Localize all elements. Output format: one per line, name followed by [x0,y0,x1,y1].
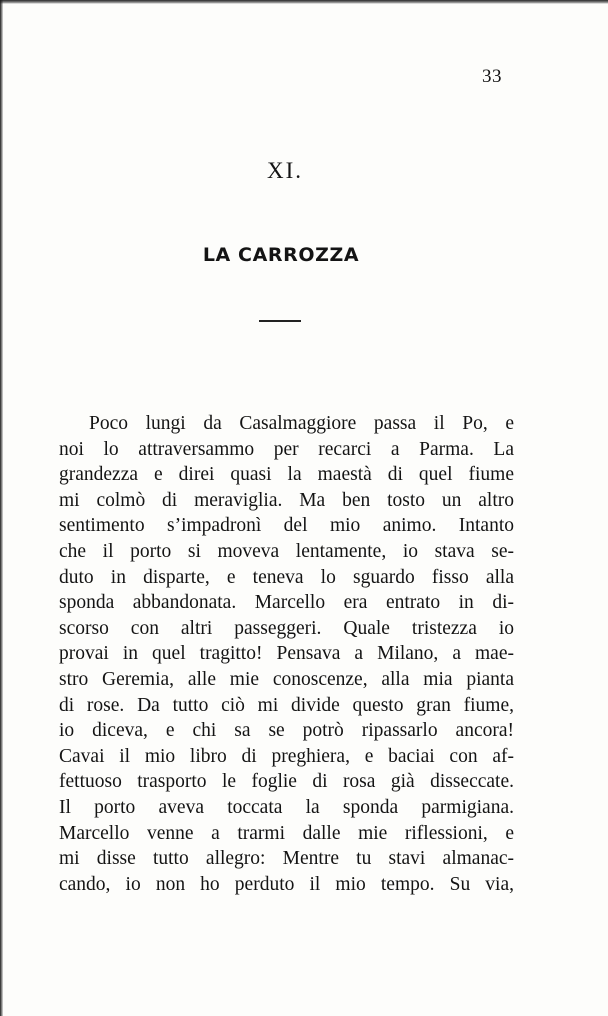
text-line: di rose. Da tutto ciò mi divide questo gran fiume, [59,694,514,716]
page-number: 33 [482,66,502,87]
text-line: sponda abbandonata. Marcello era entrato in di- [59,592,514,614]
chapter-number: XI. [266,158,304,183]
text-line: io diceva, e chi sa se potrò ripassarlo ancora! [59,720,514,742]
page-top-edge [0,0,608,4]
text-line: cando, io non ho perduto il mio tempo. Su via, [59,873,514,895]
text-line: stro Geremia, alle mie conoscenze, alla mia pianta [59,668,514,690]
title-divider [259,320,301,322]
text-line: mi disse tutto allegro: Mentre tu stavi almanac- [59,848,514,870]
text-line: duto in disparte, e teneva lo sguardo fisso alla [59,566,514,588]
chapter-title: LA CARROZZA [202,244,360,266]
text-line: scorso con altri passeggeri. Quale tristezza io [59,617,514,639]
text-line: grandezza e direi quasi la maestà di quel fiume [59,464,514,486]
body-paragraph [59,411,514,897]
text-line: fettuoso trasporto le foglie di rosa già disseccate. [59,771,514,793]
text-line: provai in quel tragitto! Pensava a Milano, a mae- [59,643,514,665]
text-line: che il porto si moveva lentamente, io stava se- [59,540,514,562]
text-line: Il porto aveva toccata la sponda parmigiana. [59,796,514,818]
text-line: Cavai il mio libro di preghiera, e baciai con af- [59,745,514,767]
text-line: noi lo attraversammo per recarci a Parma. La [59,438,514,460]
text-line: mi colmò di meraviglia. Ma ben tosto un altro [59,489,514,511]
text-line: Marcello venne a trarmi dalle mie riflessioni, e [59,822,514,844]
text-line: sentimento s’impadronì del mio animo. Intanto [59,515,514,537]
text-line: Poco lungi da Casalmaggiore passa il Po, e [89,413,514,434]
page-left-edge [0,0,3,1016]
